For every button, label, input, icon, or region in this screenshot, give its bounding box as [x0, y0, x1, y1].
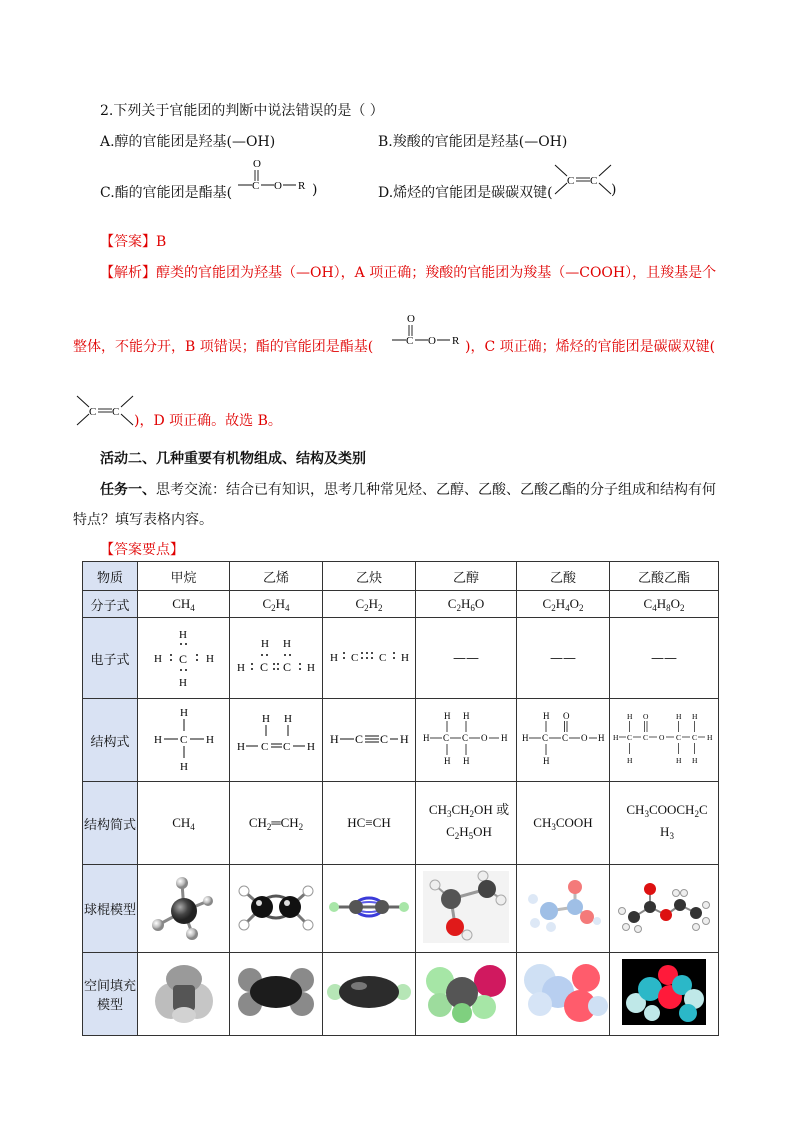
- analysis-line-2b: )，C 项正确；烯烃的官能团是碳碳双键(: [465, 339, 716, 355]
- row-label-structure: 结构式: [83, 699, 138, 782]
- space-fill-ethyl-acetate: [610, 953, 719, 1036]
- simple-acetic-acid: $CH_3COOH$: [517, 782, 610, 865]
- option-d: D.烯烃的官能团是碳碳双键(: [378, 185, 553, 201]
- structure-acetylene: [323, 699, 416, 782]
- svg-text:H: H: [153, 734, 162, 746]
- simple-ethylene: $CH_2═CH_2$: [230, 782, 323, 865]
- ball-stick-ethylene: [230, 865, 323, 953]
- svg-text:H: H: [261, 638, 269, 650]
- svg-text:C: C: [260, 660, 269, 674]
- svg-text:H: H: [153, 653, 162, 665]
- space-fill-methane: [138, 953, 230, 1036]
- organic-compounds-table: [82, 561, 719, 1036]
- svg-text:H: H: [179, 707, 188, 719]
- simple-formula-row: [83, 782, 719, 865]
- row-label-ball-stick: 球棍模型: [83, 865, 138, 953]
- electron-acetylene: [323, 618, 416, 699]
- svg-text:C: C: [627, 733, 633, 742]
- ethanol-ball-stick-model: [421, 869, 511, 945]
- svg-text:O: O: [407, 313, 415, 325]
- answer-label: 【答案】B: [100, 234, 167, 250]
- ethyl-acetate-space-fill-model: [622, 959, 706, 1025]
- ball-stick-acetylene: [323, 865, 416, 953]
- svg-text:C: C: [89, 406, 97, 418]
- header-methane: 甲烷: [138, 562, 230, 591]
- option-c-close: ): [312, 182, 318, 198]
- svg-text:O: O: [274, 180, 282, 192]
- ethyl-acetate-ball-stick-model: [614, 877, 714, 937]
- svg-text:H: H: [463, 711, 470, 721]
- svg-text:H: H: [463, 756, 470, 766]
- simple-acetylene: HC≡CH: [323, 782, 416, 865]
- formula-acetic-acid: $C_2H_4O_2$: [517, 591, 610, 618]
- svg-text:C: C: [179, 734, 187, 746]
- acetylene-structural-formula: [327, 723, 411, 753]
- space-fill-ethanol: [416, 953, 517, 1036]
- space-fill-acetylene: [323, 953, 416, 1036]
- svg-text:C: C: [406, 335, 414, 347]
- ethylene-space-fill-model: [234, 964, 318, 1020]
- key-points-label: 【答案要点】: [100, 542, 184, 558]
- ball-stick-ethanol: [416, 865, 517, 953]
- svg-text:H: H: [237, 662, 245, 674]
- svg-text:C: C: [567, 175, 575, 187]
- svg-text:H: H: [178, 677, 187, 688]
- svg-text:O: O: [563, 711, 570, 721]
- svg-text:C: C: [351, 652, 359, 664]
- electron-row: [83, 618, 719, 699]
- task-line-1: 任务一、思考交流：结合已有知识，思考几种常见烃、乙醇、乙酸、乙酸乙酯的分子组成和结构有何: [100, 482, 716, 498]
- svg-text:H: H: [283, 638, 291, 650]
- svg-text:H: H: [444, 756, 451, 766]
- svg-text:C: C: [562, 733, 569, 743]
- ethylene-structural-formula: [234, 708, 318, 768]
- structure-row: [83, 699, 719, 782]
- electron-ethyl-acetate: ——: [610, 618, 719, 699]
- methane-ball-stick-model: [144, 871, 224, 943]
- electron-ethanol: ——: [416, 618, 517, 699]
- svg-text:O: O: [659, 733, 665, 742]
- question-stem: 2.下列关于官能团的判断中说法错误的是（ ）: [100, 103, 384, 119]
- electron-ethylene: [230, 618, 323, 699]
- methane-space-fill-model: [149, 959, 219, 1025]
- analysis-line-3: )，D 项正确。故选 B。: [134, 413, 282, 429]
- header-ethyl-acetate: 乙酸乙酯: [610, 562, 719, 591]
- svg-text:O: O: [581, 733, 588, 743]
- svg-text:C: C: [355, 732, 364, 746]
- space-fill-acetic-acid: [517, 953, 610, 1036]
- ball-stick-methane: [138, 865, 230, 953]
- svg-text:C: C: [443, 733, 450, 743]
- option-a: A.醇的官能团是羟基(—OH): [100, 134, 276, 150]
- svg-text:C: C: [261, 741, 269, 753]
- svg-text:C: C: [692, 733, 698, 742]
- methane-electron-formula: [149, 624, 219, 688]
- svg-text:H: H: [627, 756, 633, 765]
- formula-acetylene: $C_2H_2$: [323, 591, 416, 618]
- svg-text:H: H: [423, 733, 430, 743]
- structure-ethanol: [416, 699, 517, 782]
- svg-text:H: H: [707, 733, 713, 742]
- svg-text:C: C: [676, 733, 682, 742]
- row-label-space-fill: 空间填充模型: [83, 953, 138, 1036]
- formula-ethyl-acetate: $C_4H_8O_2$: [610, 591, 719, 618]
- svg-text:H: H: [598, 733, 605, 743]
- svg-text:C: C: [590, 175, 598, 187]
- svg-text:C: C: [379, 652, 387, 664]
- double-bond-structure-2: [74, 393, 136, 429]
- analysis-line-1: 【解析】醇类的官能团为羟基（—OH），A 项正确；羧酸的官能团为羧基（—COOH），且羧基是个: [100, 265, 717, 281]
- svg-text:H: H: [205, 653, 214, 665]
- row-label-simple: 结构简式: [83, 782, 138, 865]
- electron-methane: [138, 618, 230, 699]
- header-acetylene: 乙炔: [323, 562, 416, 591]
- structure-acetic-acid: [517, 699, 610, 782]
- formula-ethylene: $C_2H_4$: [230, 591, 323, 618]
- ball-stick-row: [83, 865, 719, 953]
- ball-stick-acetic-acid: [517, 865, 610, 953]
- ester-group-structure: [236, 155, 314, 197]
- ball-stick-ethyl-acetate: [610, 865, 719, 953]
- analysis-line-2: 整体，不能分开，B 项错误；酯的官能团是酯基(: [73, 339, 374, 355]
- svg-text:H: H: [543, 711, 550, 721]
- option-b: B.羧酸的官能团是羟基(—OH): [378, 134, 568, 150]
- simple-methane: $CH_4$: [138, 782, 230, 865]
- formula-methane: $CH_4$: [138, 591, 230, 618]
- header-substance: 物质: [83, 562, 138, 591]
- svg-text:H: H: [613, 733, 619, 742]
- structure-ethyl-acetate: [610, 699, 719, 782]
- svg-text:H: H: [307, 741, 315, 753]
- structure-methane: [138, 699, 230, 782]
- svg-text:R: R: [452, 335, 460, 347]
- svg-text:O: O: [481, 733, 488, 743]
- svg-text:C: C: [283, 660, 292, 674]
- svg-text:C: C: [380, 732, 389, 746]
- electron-acetic-acid: ——: [517, 618, 610, 699]
- svg-text:H: H: [444, 711, 451, 721]
- svg-text:H: H: [543, 756, 550, 766]
- svg-text:C: C: [283, 741, 291, 753]
- task-line-2: 特点？填写表格内容。: [73, 512, 213, 528]
- formula-ethanol: $C_2H_6O$: [416, 591, 517, 618]
- space-fill-row: [83, 953, 719, 1036]
- double-bond-structure: [552, 162, 617, 198]
- option-d-close: ): [611, 182, 617, 198]
- ethanol-space-fill-model: [420, 957, 512, 1027]
- header-ethanol: 乙醇: [416, 562, 517, 591]
- acetic-acid-space-fill-model: [518, 956, 608, 1028]
- svg-text:H: H: [237, 741, 245, 753]
- activity-title: 活动二、几种重要有机物组成、结构及类别: [100, 451, 366, 467]
- svg-text:H: H: [284, 713, 292, 725]
- option-c: C.酯的官能团是酯基(: [100, 185, 233, 201]
- structure-ethylene: [230, 699, 323, 782]
- acetylene-space-fill-model: [325, 970, 413, 1014]
- ester-group-structure-2: [390, 310, 468, 352]
- header-row: [83, 562, 719, 591]
- acetylene-electron-formula: [327, 641, 411, 671]
- svg-text:O: O: [643, 712, 649, 721]
- ethyl-acetate-structural-formula: [612, 707, 716, 769]
- simple-ethyl-acetate: $CH_3COOCH_2C$ $H_3$: [610, 782, 719, 865]
- acetic-acid-ball-stick-model: [521, 877, 605, 937]
- svg-text:H: H: [330, 732, 339, 746]
- svg-text:H: H: [400, 732, 409, 746]
- svg-text:H: H: [178, 629, 187, 641]
- formula-row: [83, 591, 719, 618]
- svg-text:C: C: [112, 406, 120, 418]
- svg-text:H: H: [676, 756, 682, 765]
- row-label-electron: 电子式: [83, 618, 138, 699]
- svg-text:O: O: [253, 158, 261, 170]
- svg-text:C: C: [643, 733, 649, 742]
- svg-text:H: H: [179, 761, 188, 773]
- svg-text:H: H: [676, 712, 682, 721]
- svg-text:H: H: [262, 713, 270, 725]
- svg-text:C: C: [178, 652, 187, 666]
- header-acetic-acid: 乙酸: [517, 562, 610, 591]
- svg-text:H: H: [330, 652, 338, 664]
- ethanol-structural-formula: [420, 707, 512, 769]
- svg-text:C: C: [462, 733, 469, 743]
- row-label-formula: 分子式: [83, 591, 138, 618]
- svg-text:O: O: [428, 335, 436, 347]
- svg-text:H: H: [205, 734, 214, 746]
- svg-text:C: C: [542, 733, 549, 743]
- svg-text:H: H: [692, 756, 698, 765]
- methane-structural-formula: [149, 703, 219, 773]
- header-ethylene: 乙烯: [230, 562, 323, 591]
- acetic-acid-structural-formula: [519, 707, 607, 769]
- svg-text:C: C: [252, 180, 260, 192]
- svg-text:H: H: [501, 733, 508, 743]
- svg-text:H: H: [522, 733, 529, 743]
- svg-text:H: H: [692, 712, 698, 721]
- svg-text:H: H: [307, 662, 315, 674]
- ethylene-ball-stick-model: [234, 877, 318, 937]
- simple-ethanol: $CH_3CH_2OH$ 或 $C_2H_5OH$: [416, 782, 517, 865]
- svg-text:H: H: [401, 652, 409, 664]
- acetylene-ball-stick-model: [324, 887, 414, 927]
- space-fill-ethylene: [230, 953, 323, 1036]
- svg-text:R: R: [298, 180, 306, 192]
- ethylene-electron-formula: [234, 631, 318, 681]
- svg-text:H: H: [627, 712, 633, 721]
